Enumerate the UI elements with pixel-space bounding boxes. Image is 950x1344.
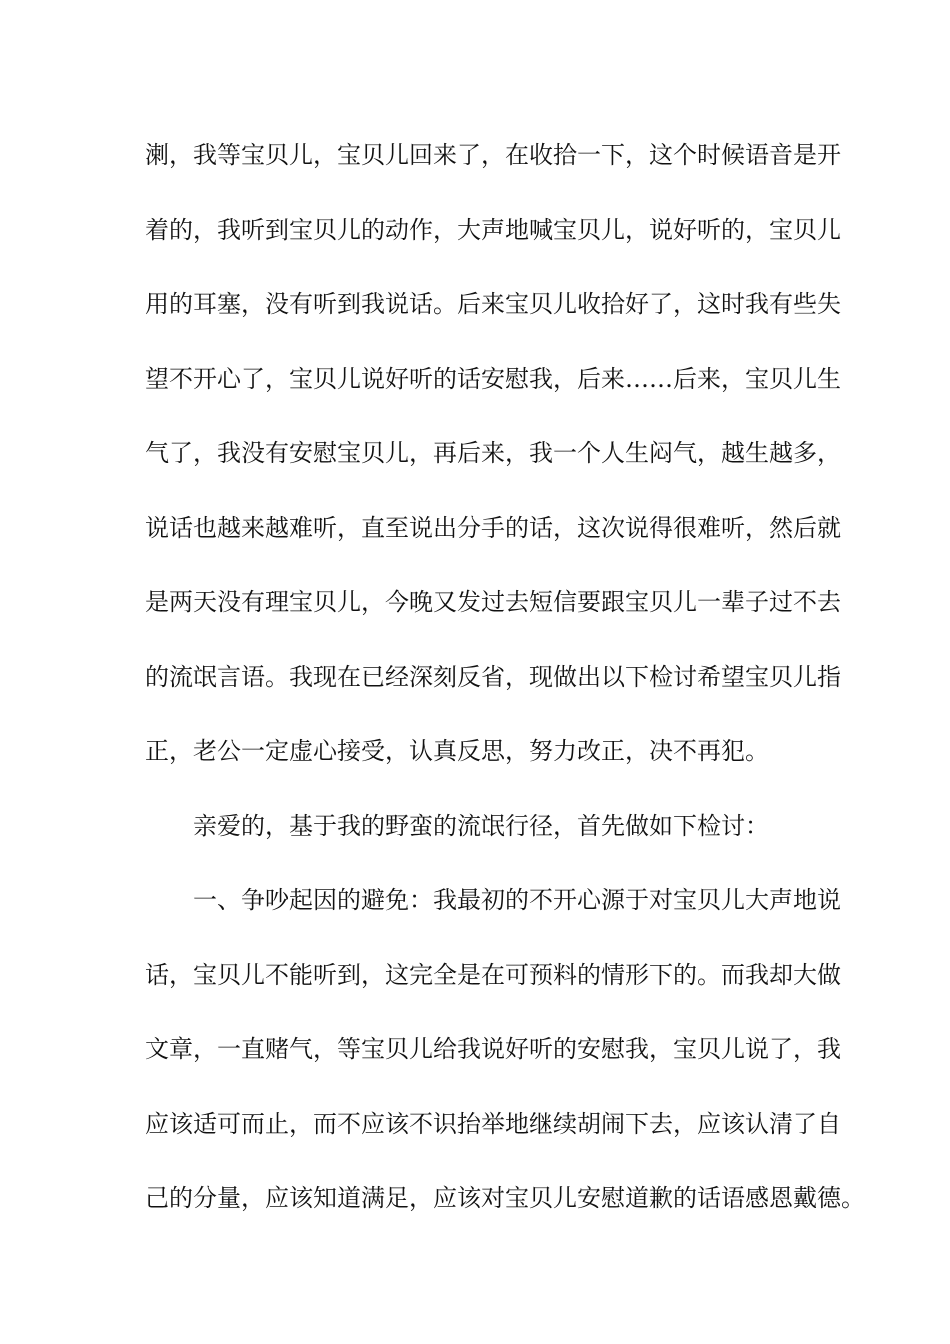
text-line: 应该适可而止，而不应该不识抬举地继续胡闹下去，应该认清了自 bbox=[145, 1109, 841, 1138]
text-line: 说话也越来越难听，直至说出分手的话，这次说得很难听，然后就 bbox=[145, 513, 841, 542]
text-line: 着的，我听到宝贝儿的动作，大声地喊宝贝儿，说好听的，宝贝儿 bbox=[145, 215, 841, 244]
text-line: 望不开心了，宝贝儿说好听的话安慰我，后来……后来，宝贝儿生 bbox=[145, 364, 841, 393]
paragraph-first-line: 一、争吵起因的避免：我最初的不开心源于对宝贝儿大声地说 bbox=[193, 886, 841, 914]
text-line: 己的分量，应该知道满足，应该对宝贝儿安慰道歉的话语感恩戴德。 bbox=[145, 1184, 865, 1212]
text-line: 文章，一直赌气，等宝贝儿给我说好听的安慰我，宝贝儿说了，我 bbox=[145, 1035, 841, 1063]
text-line: 用的耳塞，没有听到我说话。后来宝贝儿收拾好了，这时我有些失 bbox=[145, 290, 841, 318]
text-line: 的流氓言语。我现在已经深刻反省，现做出以下检讨希望宝贝儿指 bbox=[145, 662, 841, 691]
text-line: 气了，我没有安慰宝贝儿，再后来，我一个人生闷气，越生越多， bbox=[145, 439, 841, 467]
paragraph-first-line: 亲爱的，基于我的野蛮的流氓行径，首先做如下检讨： bbox=[193, 811, 769, 840]
text-line: 正，老公一定虚心接受，认真反思，努力改正，决不再犯。 bbox=[145, 737, 769, 765]
body-text bbox=[145, 128, 865, 1246]
text-line: 话，宝贝儿不能听到，这完全是在可预料的情形下的。而我却大做 bbox=[145, 960, 841, 989]
text-line: 是两天没有理宝贝儿，今晚又发过去短信要跟宝贝儿一辈子过不去 bbox=[145, 588, 841, 616]
text-line: 溂，我等宝贝儿，宝贝儿回来了，在收拾一下，这个时候语音是开 bbox=[145, 141, 841, 169]
